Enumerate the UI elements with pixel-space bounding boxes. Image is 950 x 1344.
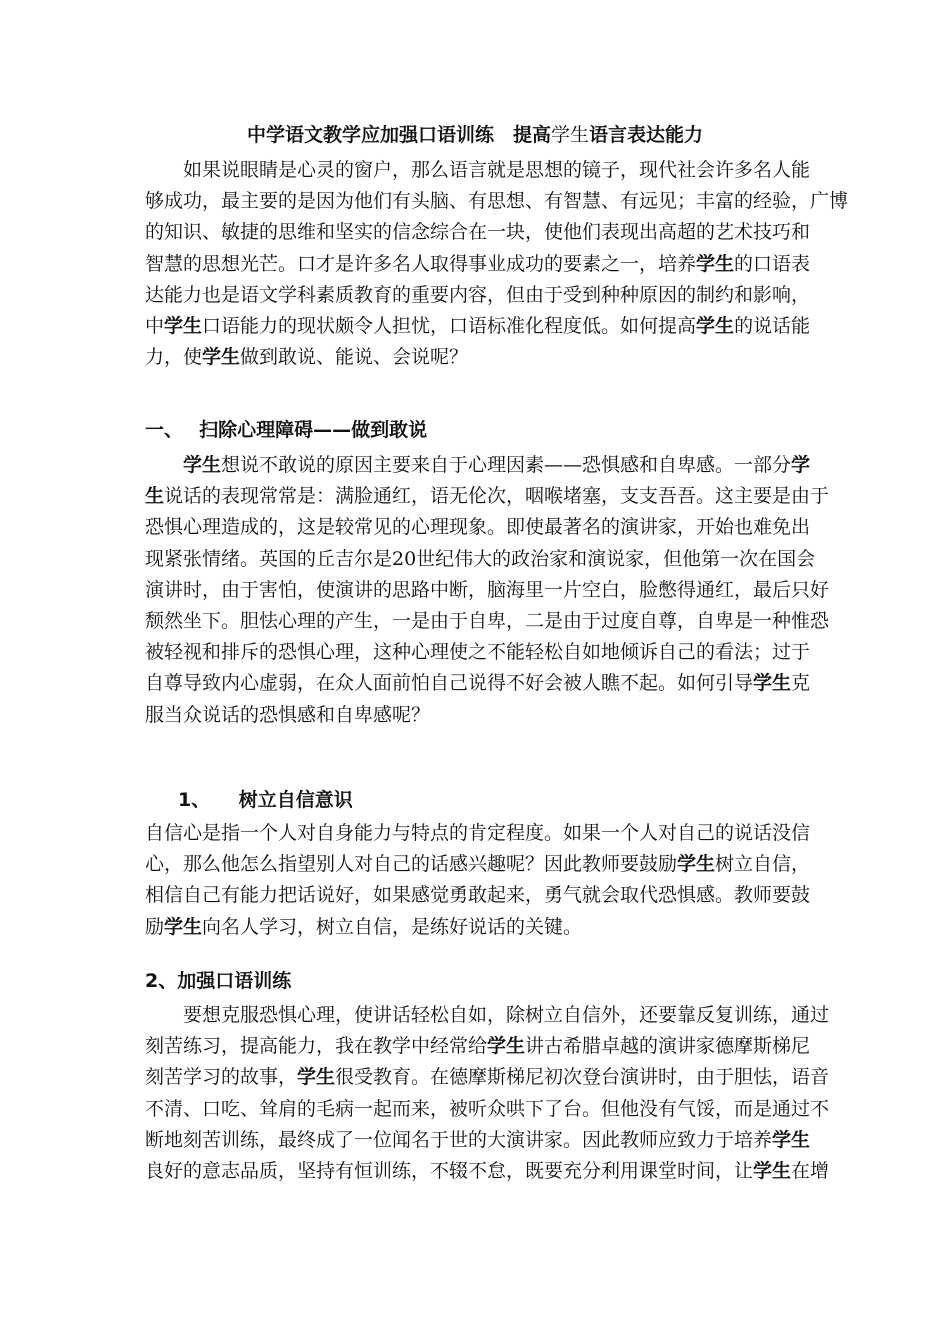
title-part-keyword: 学生 [550,124,589,146]
text-run: 自尊导致内心虚弱，在众人面前怕自己说得不好会被人瞧不起。如何引导 [145,672,754,695]
text-run: 讲古希腊卓越的演讲家德摩斯梯尼 [525,1035,811,1058]
text-run: 力，使 [145,346,203,369]
keyword-emphasis: 学生 [164,314,203,337]
text-line [145,481,830,512]
text-run: 良好的意志品质，坚持有恒训练，不辍不怠，既要充分利用课堂时间，让 [145,1159,754,1182]
text-run: 的口语表 [734,252,811,275]
text-line [145,311,815,342]
text-line [145,1156,830,1187]
section-1-paragraph [145,450,830,731]
text-line [145,186,849,217]
keyword-emphasis: 学生 [696,252,735,275]
text-run: 演讲时，由于害怕，使演讲的思路中断，脑海里一片空白，脸憋得通红，最后只好 [145,578,830,601]
keyword-emphasis: 学生 [677,853,716,876]
text-line [145,1094,830,1125]
text-line [145,280,815,311]
keyword-emphasis: 学 [791,454,811,476]
text-run: 刻苦学习的故事， [145,1066,298,1089]
text-line [145,155,815,186]
title-part-a: 中学语文教学应加强口语训练 提高 [246,124,551,146]
text-run: 服当众说话的恐惧感和自卑感呢？ [145,703,431,726]
subheading-2: 2、加强口语训练 [145,970,292,992]
text-line [145,249,815,280]
text-line [145,1000,830,1031]
keyword-emphasis: 学生 [164,915,203,938]
text-run: 断地刻苦训练，最终成了一位闻名于世的大演讲家。因此教师应致力于培养 [145,1128,773,1151]
text-run: 如果说眼睛是心灵的窗户，那么语言就是思想的镜子，现代社会许多名人能 [145,159,811,181]
text-run: 达能力也是语文学科素质教育的重要内容，但由于受到种种原因的制约和影响， [145,283,811,306]
intro-paragraph [145,155,849,373]
text-line [145,1125,815,1156]
text-run: 克 [791,672,811,695]
keyword-emphasis: 学生 [202,346,241,369]
keyword-emphasis: 学生 [753,1159,792,1182]
text-run: 现紧张情绪。英国的丘吉尔是20世纪伟大的政治家和演说家，但他第一次在国会 [145,547,816,570]
keyword-emphasis: 学生 [297,1066,336,1089]
text-run: 的说话能 [734,314,811,337]
text-run: 说话的表现常常是：满脸通红，语无伦次，咽喉堵塞，支支吾吾。这主要是由于 [164,485,830,508]
text-run: 被轻视和排斥的恐惧心理，这种心理使之不能轻松自如地倾诉自己的看法；过于 [145,641,811,664]
text-line [145,818,815,849]
text-run: 口语能力的现状颇令人担忧，口语标准化程度低。如何提高 [202,314,697,337]
keyword-emphasis: 学生 [487,1035,526,1058]
text-line [145,849,815,880]
text-run: 心，那么他怎么指望别人对自己的话感兴趣呢？因此教师要鼓励 [145,853,678,876]
text-line [145,880,815,911]
subsection-2-paragraph [145,1000,830,1187]
subsection-1-paragraph [145,818,815,943]
section-heading-1: 一、 扫除心理障碍——做到敢说 [145,419,428,441]
text-line [145,512,815,543]
text-run: 向名人学习，树立自信，是练好说话的关键。 [202,915,583,938]
keyword-emphasis: 学生 [753,672,792,695]
text-run: 要想克服恐惧心理，使讲话轻松自如，除树立自信外，还要靠反复训练，通过 [145,1004,830,1026]
text-run: 做到敢说、能说、会说呢？ [240,346,469,369]
text-run: 够成功，最主要的是因为他们有头脑、有思想、有智慧、有远见；丰富的经验，广博 [145,190,849,213]
text-run: 中 [145,314,165,337]
text-line [145,668,815,699]
text-line [145,575,830,606]
text-run: 的知识、敏捷的思维和坚实的信念综合在一块，使他们表现出高超的艺术技巧和 [145,221,811,244]
text-line [145,700,815,731]
text-run: 刻苦练习，提高能力，我在教学中经常给 [145,1035,488,1058]
text-line [145,1062,830,1093]
text-line [145,217,815,248]
keyword-emphasis: 学生 [183,454,222,476]
subheading-1: 1、 树立自信意识 [178,789,353,811]
keyword-emphasis: 学生 [772,1128,811,1151]
text-run: 不清、口吃、耸肩的毛病一起而来，被听众哄下了台。但他没有气馁，而是通过不 [145,1097,830,1120]
text-run: 在增 [791,1159,830,1182]
text-line [145,544,815,575]
text-run: 自信心是指一个人对自身能力与特点的肯定程度。如果一个人对自己的说话没信 [145,822,811,844]
text-line [145,450,815,481]
text-line [145,342,815,373]
text-run: 很受教育。在德摩斯梯尼初次登台演讲时，由于胆怯，语音 [335,1066,830,1089]
text-line [145,637,815,668]
text-run: 励 [145,915,165,938]
text-run [145,454,183,476]
document-title [0,120,950,150]
text-run: 树立自信， [715,853,811,876]
text-line [145,1031,815,1062]
text-run: 想说不敢说的原因主要来自于心理因素——恐惧感和自卑感。一部分 [221,454,792,476]
text-run: 相信自己有能力把话说好，如果感觉勇敢起来，勇气就会取代恐惧感。教师要鼓 [145,884,811,907]
text-run: 恐惧心理造成的，这是较常见的心理现象。即使最著名的演讲家，开始也难免出 [145,516,811,539]
keyword-emphasis: 学生 [696,314,735,337]
text-run: 智慧的思想光芒。口才是许多名人取得事业成功的要素之一，培养 [145,252,697,275]
keyword-emphasis: 生 [145,485,165,508]
text-line [145,606,830,637]
text-line [145,912,815,943]
title-part-b: 语言表达能力 [589,124,704,146]
text-run: 颓然坐下。胆怯心理的产生，一是由于自卑，二是由于过度自尊，自卑是一种惟恐 [145,609,830,632]
